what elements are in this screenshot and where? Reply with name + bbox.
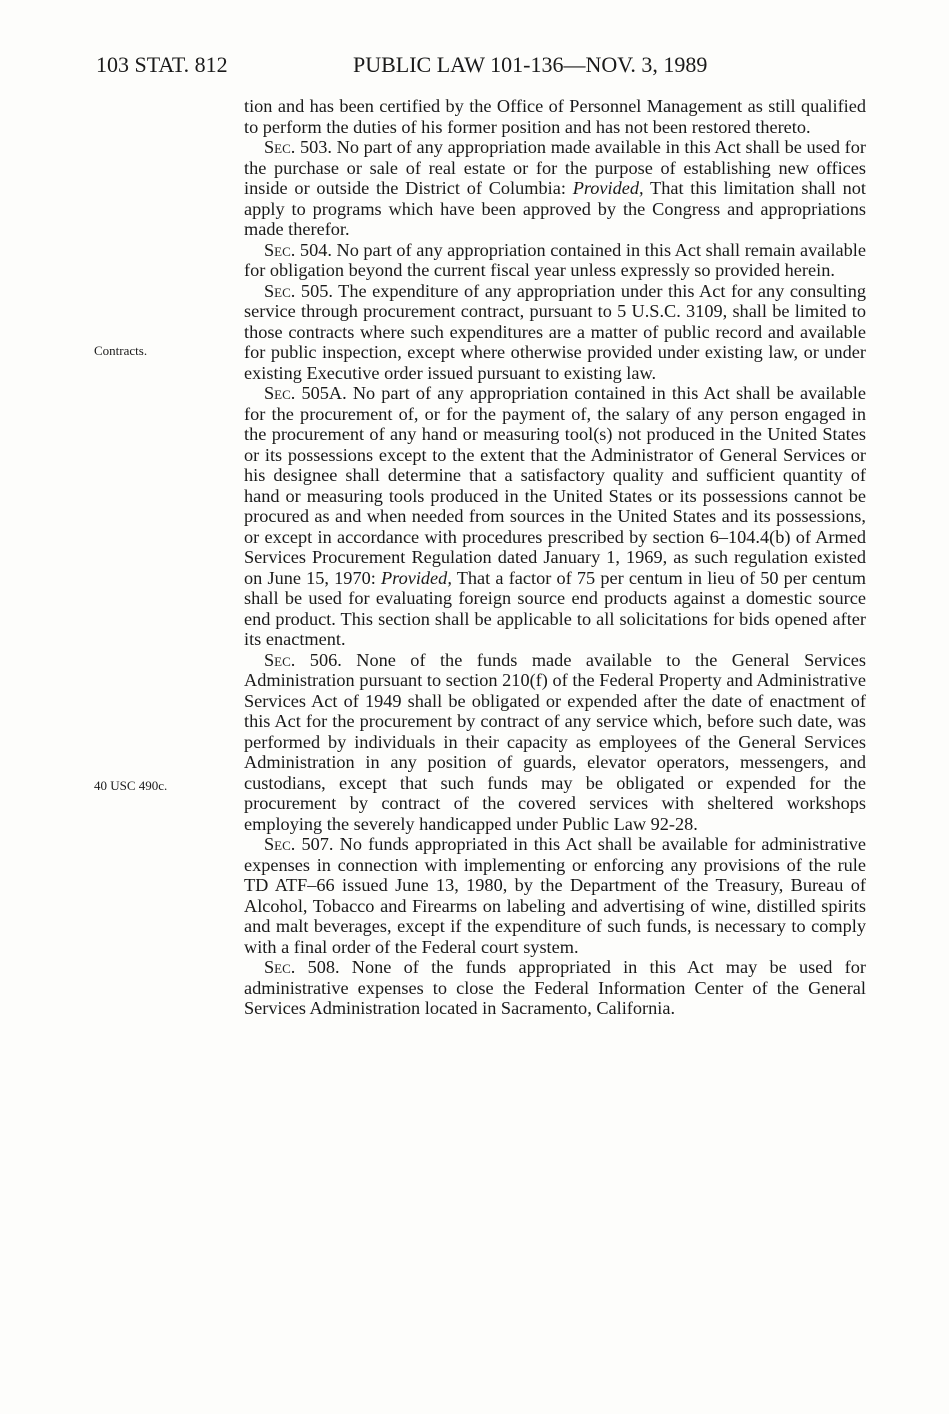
margin-note-contracts: Contracts. (94, 343, 148, 358)
section-text: 506. None of the funds made available to the General Services Administration pursuant to section 210(f) of the Federal Property and Administrative Services Act of 1949 shall be obligated or expended after the date of enactment of this Act for the procurement by contract of any service which, before such date, was performed by individuals in their capacity as employees of the General Services Administration in any position of guards, elevator operators, messengers, and custodians, except that such funds may be obligated or expended for the procurement by contract of the covered services with sheltered workshops employing the severely handicapped under Public Law 92-28. (244, 649, 866, 834)
section-508 (244, 957, 866, 1019)
section-503 (244, 137, 866, 240)
section-text: 505A. No part of any appropriation contained in this Act shall be available for the procurement of, or for the payment of, the salary of any person engaged in the procurement of any hand or measuring tool(s) not produced in the United States or its possessions except to the extent that the Administrator of General Services or his designee shall determine that a satisfactory quality and sufficient quantity of hand or measuring tools produced in the United States or its possessions cannot be procured as and when needed from sources in the United States and its possessions, or except in accordance with procedures prescribed by section 6–104.4(b) of Armed Services Procurement Regulation dated January 1, 1969, as such regulation existed on June 15, 1970: (244, 383, 866, 588)
section-507 (244, 834, 866, 957)
folio: 103 STAT. 812 (96, 52, 228, 77)
section-text: That a factor of 75 per centum in lieu of 50 per centum shall be used for evaluating foreign source end products against a domestic source end product. This section shall be applicable to all solicitations for bids opened after its enactment. (244, 567, 866, 649)
section-text: 504. No part of any appropriation contained in this Act shall remain available for obligation beyond the current fiscal year unless expressly so provided herein. (244, 239, 866, 280)
section-text: 507. No funds appropriated in this Act shall be available for administrative expenses in connection with implementing or enforcing any provisions of the rule TD ATF–66 issued June 13, 1980, by the Department of the Treasury, Bureau of Alcohol, Tobacco and Firearms on labeling and advertising of wine, distilled spirits and malt beverages, except if the expenditure of such funds, is necessary to comply with a final order of the Federal court system. (244, 834, 866, 957)
continuation-paragraph: tion and has been certified by the Office of Personnel Management as still qualified to perform the duties of his former position and has not been restored thereto. (244, 96, 866, 137)
section-label: Sec. (264, 280, 296, 301)
section-text: That this limitation shall not apply to programs which have been approved by the Congress and appropriations made therefor. (244, 178, 867, 239)
section-label: Sec. (264, 239, 296, 260)
provided-term: Provided, (380, 567, 452, 588)
section-label: Sec. (264, 137, 296, 157)
section-text: 503. No part of any appropriation made available in this Act shall be used for the purchase or sale of real estate or for the purpose of establishing new offices inside or outside the District of Columbia: (244, 137, 866, 198)
page-header (96, 50, 866, 80)
body-text (244, 96, 866, 1019)
section-label: Sec. (264, 834, 296, 854)
section-505a (244, 383, 866, 650)
section-label: Sec. (264, 383, 296, 403)
section-text: 508. None of the funds appropriated in this Act may be used for administrative expenses to close the Federal Information Center of the General Services Administration located in Sacramento, California. (244, 957, 866, 1018)
margin-note-usc-citation: 40 USC 490c. (94, 778, 168, 793)
running-title: PUBLIC LAW 101-136—NOV. 3, 1989 (353, 52, 708, 77)
section-505 (244, 281, 866, 384)
section-506 (244, 650, 866, 835)
section-504 (244, 240, 866, 281)
provided-term: Provided, (572, 178, 644, 198)
section-label: Sec. (264, 649, 296, 670)
section-label: Sec. (264, 957, 296, 977)
section-text: 505. The expenditure of any appropriation under this Act for any consulting service through procurement contract, pursuant to 5 U.S.C. 3109, shall be limited to those contracts where such expenditures are a matter of public record and available for public inspection, except where otherwise provided under existing law, or under existing Executive order issued pursuant to existing law. (244, 280, 866, 383)
